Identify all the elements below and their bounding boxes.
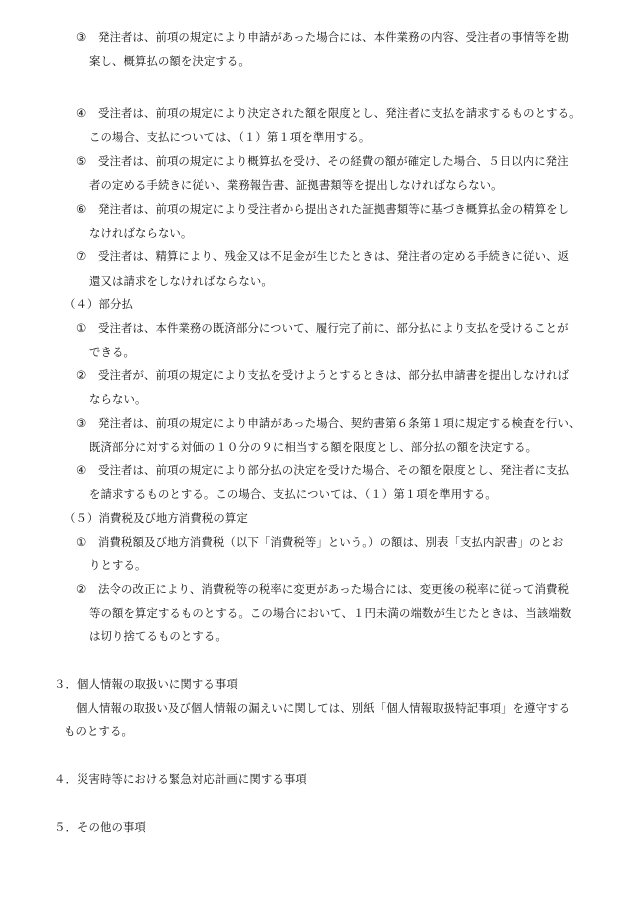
p3-item6-line2: なければならない。 xyxy=(89,226,193,240)
partial-item2-line1: ② 受注者が、前項の規定により支払を受けようとするときは、部分払申請書を提出しなければ xyxy=(76,368,570,382)
partial-item1-line1: ① 受注者は、本件業務の既済部分について、履行完了前に、部分払により支払を受けることが xyxy=(76,321,569,335)
item-marker: ③ xyxy=(76,30,87,44)
item-marker: ③ xyxy=(76,416,87,430)
tax-item2-line1: ② 法令の改正により、消費税等の税率に変更があった場合には、変更後の税率に従って消費税 xyxy=(76,582,570,596)
p3-item3-line2: 案し、概算払の額を決定する。 xyxy=(89,54,250,68)
tax-item1-line2: りとする。 xyxy=(89,558,147,572)
p3-item7-line2: 還又は請求をしなければならない。 xyxy=(89,274,273,288)
item-marker: ① xyxy=(76,535,87,549)
sec3-heading: ３．個人情報の取扱いに関する事項 xyxy=(54,677,238,691)
tax-heading: （５）消費税及び地方消費税の算定 xyxy=(64,511,248,525)
p3-item4-line1: ④ 受注者は、前項の規定により決定された額を限度とし、発注者に支払を請求するものとする。 xyxy=(76,106,581,120)
sec4-heading: ４．災害時等における緊急対応計画に関する事項 xyxy=(54,772,307,786)
item-marker: ⑦ xyxy=(76,249,87,263)
partial-item3-line2: 既済部分に対する対価の１０分の９に相当する額を限度とし、部分払の額を決定する。 xyxy=(89,440,538,454)
partial-item2-line2: ならない。 xyxy=(89,392,147,406)
item-marker: ① xyxy=(76,321,87,335)
item-marker: ② xyxy=(76,368,87,382)
item-marker: ④ xyxy=(76,463,87,477)
partial-item4-line1: ④ 受注者は、前項の規定により部分払の決定を受けた場合、その額を限度とし、発注者に支払 xyxy=(76,463,570,477)
p3-item6-line1: ⑥ 発注者は、前項の規定により受注者から提出された証拠書類等に基づき概算払金の精算をし xyxy=(76,202,570,216)
item-marker: ⑥ xyxy=(76,202,87,216)
item-marker: ④ xyxy=(76,106,87,120)
p3-item5-line2: 者の定める手続きに従い、業務報告書、証拠書類等を提出しなければならない。 xyxy=(89,178,503,192)
p3-item3-line1: ③ 発注者は、前項の規定により申請があった場合には、本件業務の内容、受注者の事情等を勘 xyxy=(76,30,570,44)
sec5-heading: ５．その他の事項 xyxy=(54,820,146,834)
partial-heading: （４）部分払 xyxy=(64,297,133,311)
tax-item1-line1: ① 消費税額及び地方消費税（以下「消費税等」という。）の額は、別表「支払内訳書」のとお xyxy=(76,535,564,549)
item-marker: ⑤ xyxy=(76,154,87,168)
tax-item2-line3: は切り捨てるものとする。 xyxy=(89,629,227,643)
item-marker: ② xyxy=(76,582,87,596)
p3-item7-line1: ⑦ 受注者は、精算により、残金又は不足金が生じたときは、発注者の定める手続きに従い、返 xyxy=(76,249,570,263)
sec3-line1: 個人情報の取扱い及び個人情報の漏えいに関しては、別紙「個人情報取扱特記事項」を遵守する xyxy=(76,701,571,715)
sec3-line2: ものとする。 xyxy=(64,724,133,738)
partial-item3-line1: ③ 発注者は、前項の規定により申請があった場合、契約書第６条第１項に規定する検査を行い、 xyxy=(76,416,581,430)
partial-item4-line2: を請求するものとする。この場合、支払については、（１）第１項を準用する。 xyxy=(89,487,497,501)
p3-item4-line2: この場合、支払については、（１）第１項を準用する。 xyxy=(89,130,371,144)
partial-item1-line2: できる。 xyxy=(89,345,135,359)
tax-item2-line2: 等の額を算定するものとする。この場合において、１円未満の端数が生じたときは、当該端数 xyxy=(89,606,572,620)
p3-item5-line1: ⑤ 受注者は、前項の規定により概算払を受け、その経費の額が確定した場合、５日以内に発注 xyxy=(76,154,569,168)
